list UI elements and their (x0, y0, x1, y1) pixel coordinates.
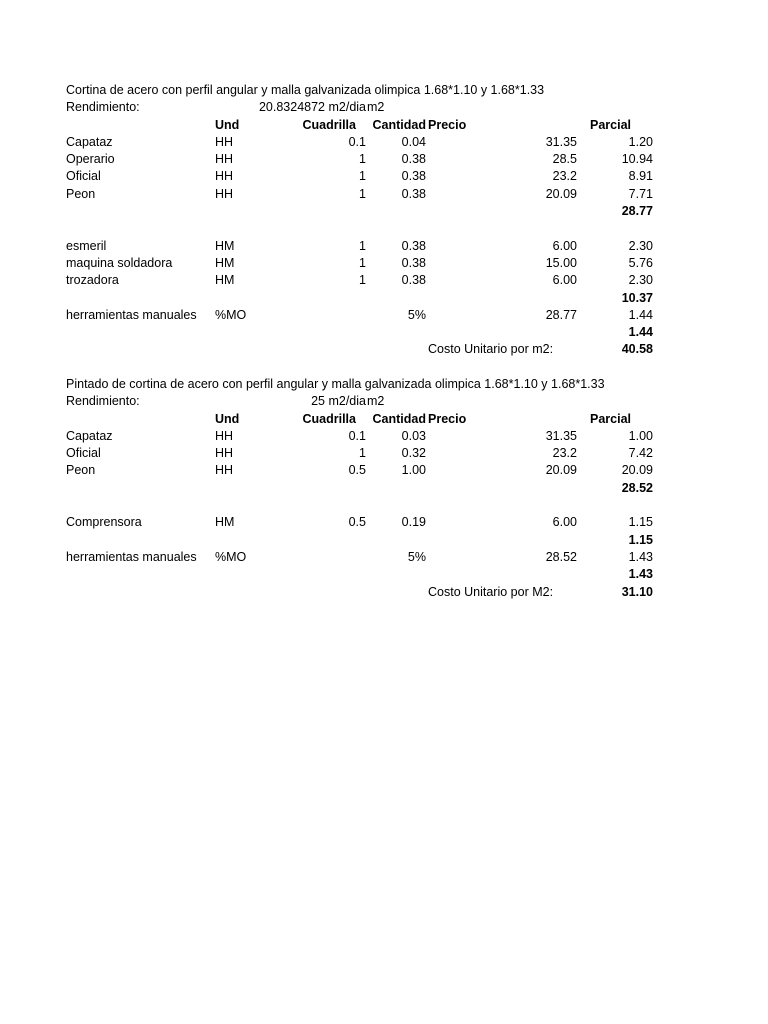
analysis-section-pintado (66, 376, 666, 601)
cell-cuadrilla: 1 (359, 446, 366, 461)
rendimiento-unit: m2 (367, 394, 385, 409)
unit-cost-label: Costo Unitario por M2: (428, 584, 554, 599)
header-und: Und (215, 117, 240, 132)
tools-subtotal-row (66, 324, 666, 341)
cell-desc: Oficial (66, 169, 101, 184)
table-row (66, 549, 666, 566)
cell-desc: Oficial (66, 446, 101, 461)
cell-precio: 20.09 (545, 186, 577, 201)
labor-subtotal: 28.52 (621, 480, 653, 495)
header-cuadrilla: Cuadrilla (302, 411, 356, 426)
cell-parcial: 2.30 (628, 273, 653, 288)
cell-desc: Peon (66, 463, 96, 478)
cell-cuadrilla: 0.1 (348, 134, 366, 149)
tools-subtotal: 1.44 (628, 325, 653, 340)
header-und: Und (215, 411, 240, 426)
cell-parcial: 10.94 (621, 152, 653, 167)
table-row (66, 272, 666, 289)
header-cuadrilla: Cuadrilla (302, 117, 356, 132)
cell-parcial: 1.43 (628, 549, 653, 564)
analysis-section-cortina (66, 82, 666, 359)
tools-subtotal-row (66, 566, 666, 583)
cell-und: HH (215, 446, 234, 461)
cell-parcial: 1.00 (628, 428, 653, 443)
section-title: Pintado de cortina de acero con perfil angular y malla galvanizada olimpica 1.68*1.10 y 1.68*1.33 (66, 377, 605, 391)
cell-precio: 28.52 (545, 549, 577, 564)
cell-und: HH (215, 463, 234, 478)
cell-precio: 6.00 (552, 515, 577, 530)
unit-cost-value: 40.58 (621, 342, 653, 357)
table-row (66, 151, 666, 168)
header-parcial: Parcial (589, 117, 631, 132)
cell-precio: 31.35 (545, 134, 577, 149)
cell-cantidad: 0.04 (401, 134, 426, 149)
cell-cuadrilla: 1 (359, 186, 366, 201)
cell-cantidad: 0.38 (401, 152, 426, 167)
equipment-subtotal: 10.37 (621, 290, 653, 305)
cell-und: HM (215, 273, 235, 288)
cell-und: HH (215, 186, 234, 201)
tools-subtotal: 1.43 (628, 567, 653, 582)
cell-parcial: 1.15 (628, 515, 653, 530)
cell-cantidad: 0.38 (401, 255, 426, 270)
cell-und: HH (215, 134, 234, 149)
table-row (66, 238, 666, 255)
cell-precio: 28.77 (545, 307, 577, 322)
cell-cuadrilla: 1 (359, 273, 366, 288)
cell-cantidad: 0.19 (401, 515, 426, 530)
cell-desc: Capataz (66, 428, 113, 443)
rendimiento-value: 20.8324872 m2/dia (258, 100, 366, 115)
cell-precio: 15.00 (545, 255, 577, 270)
cell-cantidad: 1.00 (401, 463, 426, 478)
cell-desc: maquina soldadora (66, 255, 173, 270)
cell-precio: 23.2 (552, 169, 577, 184)
cell-cantidad: 0.38 (401, 186, 426, 201)
cell-cantidad: 0.38 (401, 169, 426, 184)
cell-parcial: 1.20 (628, 134, 653, 149)
cell-cantidad: 5% (407, 549, 426, 564)
unit-cost-value: 31.10 (621, 584, 653, 599)
table-row (66, 445, 666, 462)
cell-cantidad: 0.32 (401, 446, 426, 461)
cell-desc: trozadora (66, 273, 119, 288)
cell-parcial: 7.71 (628, 186, 653, 201)
table-row (66, 134, 666, 151)
header-cantidad: Cantidad (372, 117, 426, 132)
cell-desc: Operario (66, 152, 115, 167)
unit-cost-row (66, 584, 666, 601)
cell-cuadrilla: 0.5 (348, 463, 366, 478)
table-header-row (66, 411, 666, 428)
section-title-row (66, 82, 666, 99)
cell-und: HM (215, 255, 235, 270)
table-row (66, 168, 666, 185)
cell-cuadrilla: 0.1 (348, 428, 366, 443)
cell-cantidad: 5% (407, 307, 426, 322)
cell-parcial: 2.30 (628, 238, 653, 253)
cell-cantidad: 0.03 (401, 428, 426, 443)
cell-precio: 20.09 (545, 463, 577, 478)
header-cantidad: Cantidad (372, 411, 426, 426)
cell-precio: 28.5 (552, 152, 577, 167)
cell-precio: 31.35 (545, 428, 577, 443)
cell-desc: herramientas manuales (66, 549, 197, 564)
cell-desc: herramientas manuales (66, 307, 197, 322)
table-row (66, 514, 666, 531)
cell-cuadrilla: 1 (359, 238, 366, 253)
unit-cost-label: Costo Unitario por m2: (428, 342, 554, 357)
cell-und: %MO (215, 549, 247, 564)
table-header-row (66, 117, 666, 134)
rendimiento-row (66, 99, 666, 116)
cell-desc: Peon (66, 186, 96, 201)
cell-parcial: 20.09 (621, 463, 653, 478)
rendimiento-unit: m2 (367, 100, 385, 115)
cell-parcial: 5.76 (628, 255, 653, 270)
cell-cantidad: 0.38 (401, 273, 426, 288)
labor-subtotal-row (66, 480, 666, 497)
rendimiento-label: Rendimiento: (66, 100, 140, 115)
equipment-subtotal-row (66, 290, 666, 307)
cell-cantidad: 0.38 (401, 238, 426, 253)
cell-cuadrilla: 1 (359, 169, 366, 184)
table-row (66, 255, 666, 272)
rendimiento-value: 25 m2/dia (311, 394, 366, 409)
spacer-row (66, 497, 666, 514)
cell-parcial: 8.91 (628, 169, 653, 184)
cell-cuadrilla: 0.5 (348, 515, 366, 530)
labor-subtotal: 28.77 (621, 204, 653, 219)
cell-und: HM (215, 238, 235, 253)
cell-parcial: 7.42 (628, 446, 653, 461)
cell-precio: 6.00 (552, 238, 577, 253)
equipment-subtotal: 1.15 (628, 532, 653, 547)
cell-und: HH (215, 169, 234, 184)
spacer-row (66, 220, 666, 237)
table-row (66, 462, 666, 479)
cell-precio: 6.00 (552, 273, 577, 288)
cell-cuadrilla: 1 (359, 152, 366, 167)
labor-subtotal-row (66, 203, 666, 220)
cell-precio: 23.2 (552, 446, 577, 461)
table-row (66, 307, 666, 324)
table-row (66, 428, 666, 445)
section-title: Cortina de acero con perfil angular y malla galvanizada olimpica 1.68*1.10 y 1.68*1.33 (66, 83, 545, 97)
rendimiento-label: Rendimiento: (66, 394, 140, 409)
cell-und: HM (215, 515, 235, 530)
section-title-row (66, 376, 666, 393)
equipment-subtotal-row (66, 532, 666, 549)
cell-desc: Capataz (66, 134, 113, 149)
header-precio: Precio (428, 411, 467, 426)
cell-und: %MO (215, 307, 247, 322)
unit-cost-row (66, 341, 666, 358)
cell-desc: esmeril (66, 238, 107, 253)
header-parcial: Parcial (589, 411, 631, 426)
cell-parcial: 1.44 (628, 307, 653, 322)
cell-desc: Comprensora (66, 515, 142, 530)
cell-und: HH (215, 428, 234, 443)
table-row (66, 186, 666, 203)
rendimiento-row (66, 393, 666, 410)
header-precio: Precio (428, 117, 467, 132)
cell-cuadrilla: 1 (359, 255, 366, 270)
cell-und: HH (215, 152, 234, 167)
